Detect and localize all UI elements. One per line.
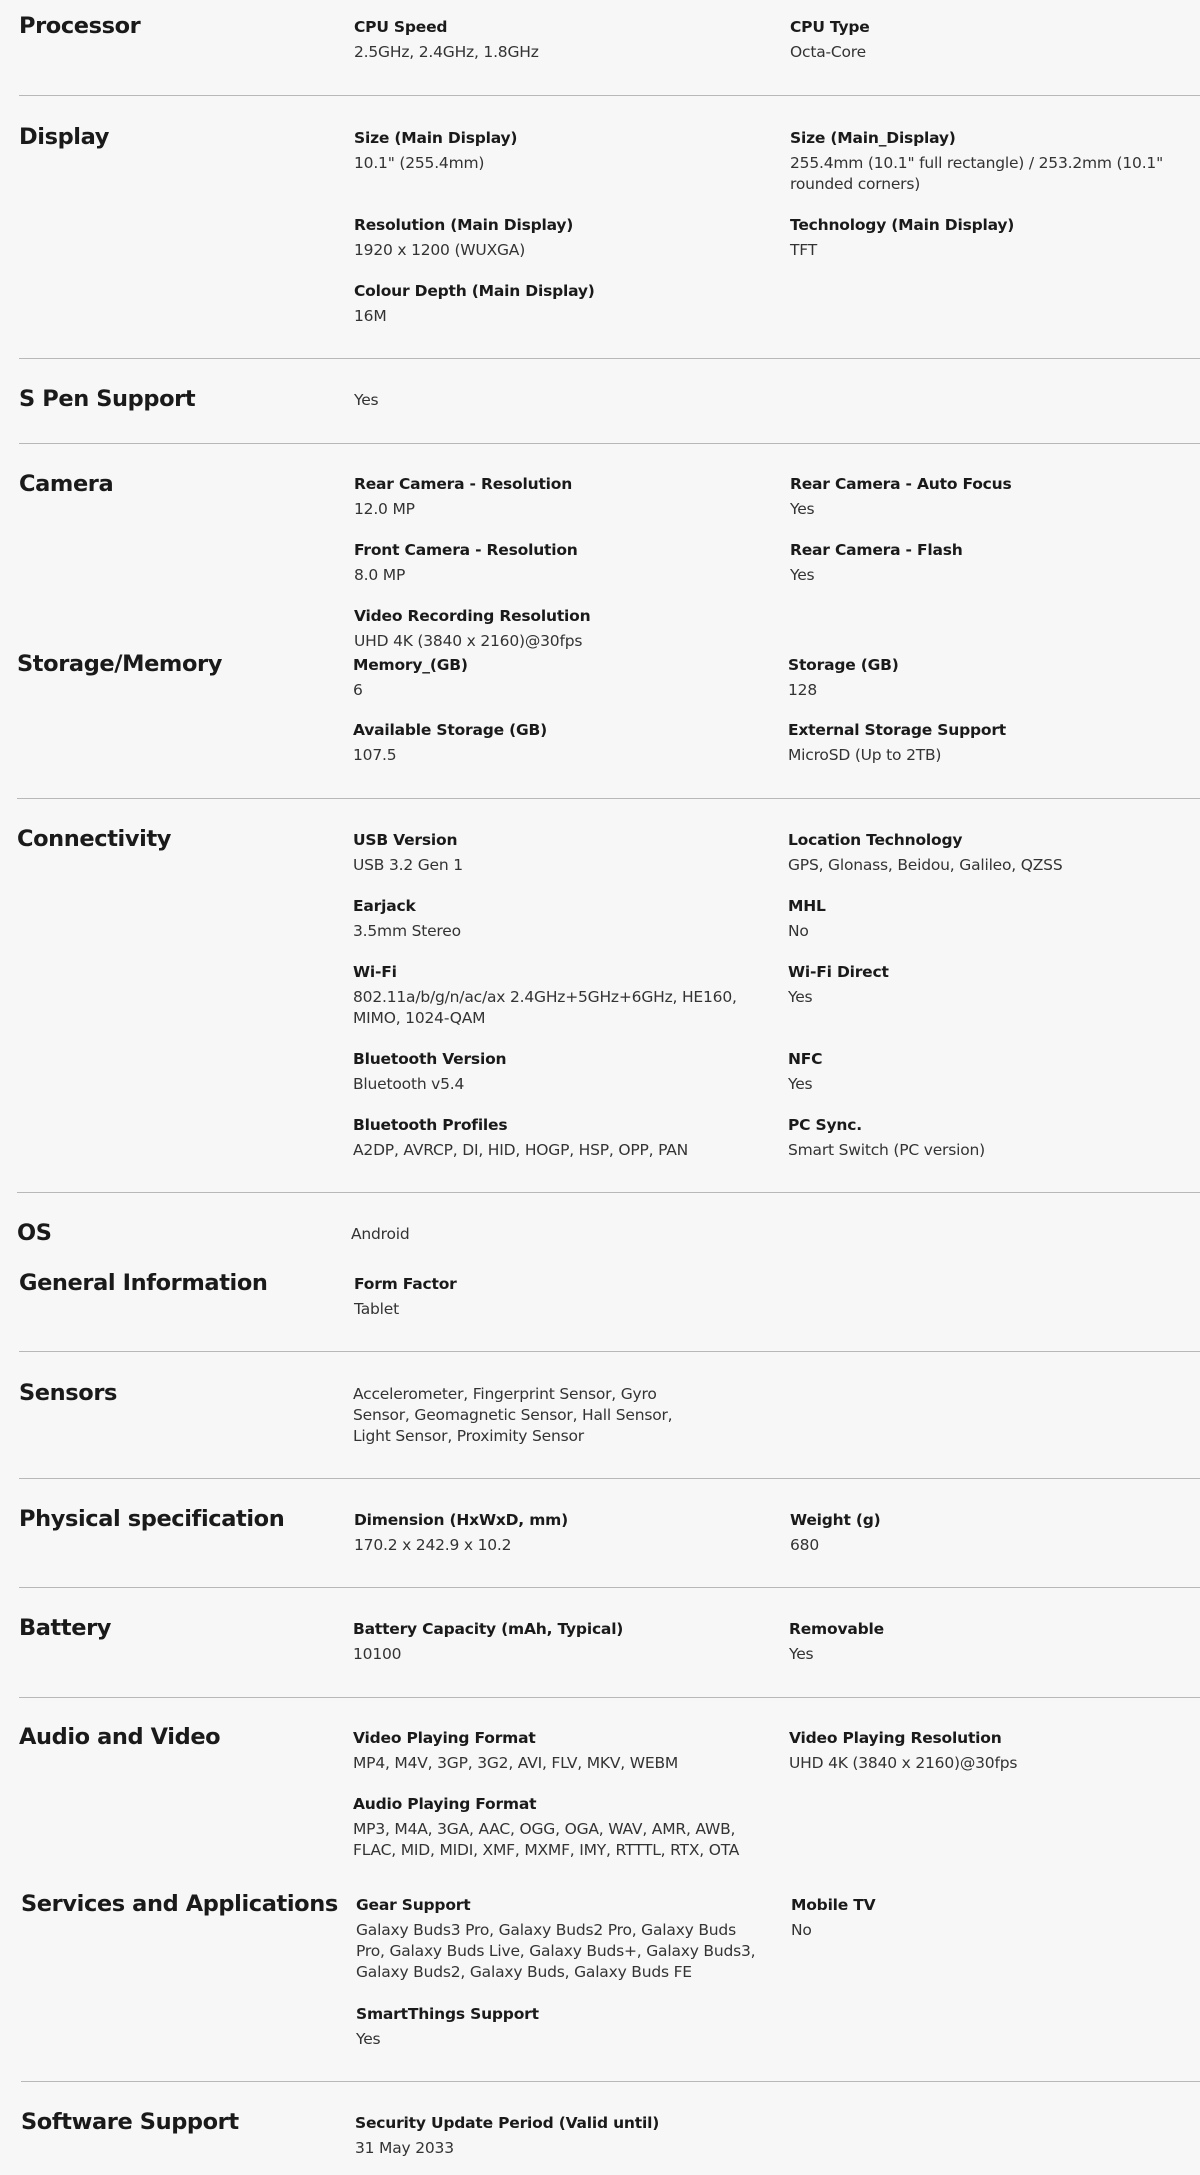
section-divider bbox=[19, 1478, 1200, 1479]
section-divider bbox=[17, 1192, 1200, 1193]
spec-label: Mobile TV bbox=[791, 1896, 876, 1914]
spec-value: 10100 bbox=[353, 1645, 402, 1663]
spec-value: MicroSD (Up to 2TB) bbox=[788, 746, 942, 764]
spec-size-main-display-alt bbox=[790, 128, 1190, 195]
spec-rear-camera-autofocus bbox=[790, 474, 1190, 520]
spec-battery-capacity bbox=[353, 1619, 753, 1665]
spec-value: Yes bbox=[788, 1075, 813, 1093]
spec-storage bbox=[788, 655, 1188, 701]
spec-value: UHD 4K (3840 x 2160)@30fps bbox=[354, 632, 583, 650]
spec-label: Security Update Period (Valid until) bbox=[355, 2114, 660, 2132]
section-divider bbox=[19, 1697, 1200, 1698]
section-title-storage: Storage/Memory bbox=[17, 651, 222, 677]
section-title-general: General Information bbox=[19, 1270, 268, 1296]
spec-external-storage bbox=[788, 720, 1188, 766]
spec-value: Tablet bbox=[354, 1300, 399, 1318]
spec-cpu-type bbox=[790, 17, 1190, 63]
spec-earjack bbox=[353, 896, 753, 942]
spec-label: Video Playing Format bbox=[353, 1729, 536, 1747]
spec-value: Yes bbox=[790, 566, 815, 584]
section-title-services: Services and Applications bbox=[21, 1891, 338, 1917]
spec-value: Bluetooth v5.4 bbox=[353, 1075, 465, 1093]
spec-label: Video Playing Resolution bbox=[789, 1729, 1002, 1747]
spec-label: Colour Depth (Main Display) bbox=[354, 282, 595, 300]
spec-value: 8.0 MP bbox=[354, 566, 406, 584]
spec-value: 802.11a/b/g/n/ac/ax 2.4GHz+5GHz+6GHz, HE160, MIMO, 1024-QAM bbox=[353, 988, 737, 1027]
spec-video-recording-resolution bbox=[354, 606, 754, 652]
section-title-battery: Battery bbox=[19, 1615, 112, 1641]
spec-value: 6 bbox=[353, 681, 363, 699]
section-divider bbox=[19, 95, 1200, 96]
spec-removable bbox=[789, 1619, 1189, 1665]
spec-label: USB Version bbox=[353, 831, 458, 849]
spec-label: Resolution (Main Display) bbox=[354, 216, 574, 234]
spec-value: 680 bbox=[790, 1536, 819, 1554]
spec-mhl bbox=[788, 896, 1188, 942]
spec-nfc bbox=[788, 1049, 1188, 1095]
spec-form-factor bbox=[354, 1274, 754, 1320]
spec-label: Location Technology bbox=[788, 831, 963, 849]
spec-smartthings-support bbox=[356, 2004, 756, 2050]
spec-value: GPS, Glonass, Beidou, Galileo, QZSS bbox=[788, 856, 1063, 874]
section-title-physical: Physical specification bbox=[19, 1506, 285, 1532]
spec-value: Octa-Core bbox=[790, 43, 866, 61]
spec-value: Smart Switch (PC version) bbox=[788, 1141, 985, 1159]
spec-label: Memory_(GB) bbox=[353, 656, 468, 674]
spec-usb-version bbox=[353, 830, 753, 876]
spec-label: Wi-Fi Direct bbox=[788, 963, 889, 981]
spec-value: 255.4mm (10.1" full rectangle) / 253.2mm (10.1" rounded corners) bbox=[790, 154, 1164, 193]
spec-colour-depth bbox=[354, 281, 754, 327]
spec-value: 16M bbox=[354, 307, 387, 325]
section-divider bbox=[19, 1351, 1200, 1352]
spec-value: 3.5mm Stereo bbox=[353, 922, 461, 940]
spec-pc-sync bbox=[788, 1115, 1188, 1161]
spec-security-update-period bbox=[355, 2113, 755, 2159]
spec-label: Available Storage (GB) bbox=[353, 721, 548, 739]
spec-value: Yes bbox=[788, 988, 813, 1006]
spec-video-playing-format bbox=[353, 1728, 753, 1774]
spec-label: Removable bbox=[789, 1620, 884, 1638]
spec-label: CPU Type bbox=[790, 18, 870, 36]
section-divider bbox=[21, 2081, 1200, 2082]
section-divider bbox=[19, 358, 1200, 359]
spec-label: Storage (GB) bbox=[788, 656, 899, 674]
spec-value: 2.5GHz, 2.4GHz, 1.8GHz bbox=[354, 43, 539, 61]
spec-label: Earjack bbox=[353, 897, 416, 915]
spec-value: No bbox=[791, 1921, 812, 1939]
spec-label: NFC bbox=[788, 1050, 823, 1068]
spec-label: Bluetooth Version bbox=[353, 1050, 507, 1068]
section-title-connectivity: Connectivity bbox=[17, 826, 172, 852]
spec-value: USB 3.2 Gen 1 bbox=[353, 856, 463, 874]
spec-bluetooth-version bbox=[353, 1049, 753, 1095]
spec-value: A2DP, AVRCP, DI, HID, HOGP, HSP, OPP, PAN bbox=[353, 1141, 689, 1159]
spec-available-storage bbox=[353, 720, 753, 766]
spec-value: 128 bbox=[788, 681, 817, 699]
spec-value: 12.0 MP bbox=[354, 500, 415, 518]
spec-label: Video Recording Resolution bbox=[354, 607, 591, 625]
section-title-display: Display bbox=[19, 124, 109, 150]
spec-label: Rear Camera - Auto Focus bbox=[790, 475, 1012, 493]
section-title-sensors: Sensors bbox=[19, 1380, 118, 1406]
spec-dimension bbox=[354, 1510, 754, 1556]
spec-front-camera-resolution bbox=[354, 540, 754, 586]
spec-audio-playing-format bbox=[353, 1794, 753, 1861]
spec-size-main-display bbox=[354, 128, 754, 174]
spec-video-playing-resolution bbox=[789, 1728, 1189, 1774]
spec-label: SmartThings Support bbox=[356, 2005, 539, 2023]
spec-bluetooth-profiles bbox=[353, 1115, 753, 1161]
spec-label: Size (Main_Display) bbox=[790, 129, 956, 147]
section-divider bbox=[19, 443, 1200, 444]
spec-value: 10.1" (255.4mm) bbox=[354, 154, 485, 172]
section-title-camera: Camera bbox=[19, 471, 114, 497]
spec-value: UHD 4K (3840 x 2160)@30fps bbox=[789, 1754, 1018, 1772]
section-title-audio-video: Audio and Video bbox=[19, 1724, 221, 1750]
spec-label: Dimension (HxWxD, mm) bbox=[354, 1511, 568, 1529]
section-divider bbox=[17, 798, 1200, 799]
spec-label: Bluetooth Profiles bbox=[353, 1116, 508, 1134]
sensors-value: Accelerometer, Fingerprint Sensor, Gyro Sensor, Geomagnetic Sensor, Hall Sensor, Light Sensor, Proximity Sensor bbox=[353, 1385, 673, 1445]
section-divider bbox=[19, 1587, 1200, 1588]
spec-label: CPU Speed bbox=[354, 18, 448, 36]
spec-value: 107.5 bbox=[353, 746, 397, 764]
spec-label: Weight (g) bbox=[790, 1511, 881, 1529]
spec-value: 1920 x 1200 (WUXGA) bbox=[354, 241, 526, 259]
spec-value: TFT bbox=[790, 241, 817, 259]
spec-label: Technology (Main Display) bbox=[790, 216, 1015, 234]
spen-support-value: Yes bbox=[354, 391, 379, 409]
spec-label: Battery Capacity (mAh, Typical) bbox=[353, 1620, 624, 1638]
spec-label: Rear Camera - Flash bbox=[790, 541, 963, 559]
section-title-software: Software Support bbox=[21, 2109, 239, 2135]
spec-cpu-speed bbox=[354, 17, 754, 63]
spec-resolution-main-display bbox=[354, 215, 754, 261]
spec-value: MP4, M4V, 3GP, 3G2, AVI, FLV, MKV, WEBM bbox=[353, 1754, 679, 1772]
spec-value: 170.2 x 242.9 x 10.2 bbox=[354, 1536, 512, 1554]
spec-label: PC Sync. bbox=[788, 1116, 862, 1134]
spec-value: Galaxy Buds3 Pro, Galaxy Buds2 Pro, Galaxy Buds Pro, Galaxy Buds Live, Galaxy Buds+, Galaxy Buds3, Galaxy Buds2, Galaxy Buds, Galaxy Buds FE bbox=[356, 1921, 756, 1981]
spec-location-technology bbox=[788, 830, 1188, 876]
spec-label: Rear Camera - Resolution bbox=[354, 475, 573, 493]
spec-label: Audio Playing Format bbox=[353, 1795, 537, 1813]
section-title-processor: Processor bbox=[19, 13, 141, 39]
spec-rear-camera-resolution bbox=[354, 474, 754, 520]
spec-value: MP3, M4A, 3GA, AAC, OGG, OGA, WAV, AMR, AWB, FLAC, MID, MIDI, XMF, MXMF, IMY, RTTTL, RTX, OTA bbox=[353, 1820, 740, 1859]
spec-wifi-direct bbox=[788, 962, 1188, 1008]
section-title-os: OS bbox=[17, 1220, 52, 1246]
spec-weight bbox=[790, 1510, 1190, 1556]
spec-technology-main-display bbox=[790, 215, 1190, 261]
spec-label: Form Factor bbox=[354, 1275, 457, 1293]
spec-label: Size (Main Display) bbox=[354, 129, 518, 147]
spec-label: Gear Support bbox=[356, 1896, 471, 1914]
spec-gear-support bbox=[356, 1895, 756, 1983]
spec-value: Yes bbox=[356, 2030, 381, 2048]
spec-label: Wi-Fi bbox=[353, 963, 397, 981]
spec-rear-camera-flash bbox=[790, 540, 1190, 586]
spec-label: Front Camera - Resolution bbox=[354, 541, 578, 559]
spec-memory bbox=[353, 655, 753, 701]
spec-value: No bbox=[788, 922, 809, 940]
os-value: Android bbox=[351, 1225, 410, 1243]
section-title-spen: S Pen Support bbox=[19, 386, 196, 412]
spec-value: 31 May 2033 bbox=[355, 2139, 454, 2157]
spec-mobile-tv bbox=[791, 1895, 1191, 1941]
spec-value: Yes bbox=[789, 1645, 814, 1663]
spec-label: MHL bbox=[788, 897, 826, 915]
spec-value: Yes bbox=[790, 500, 815, 518]
spec-label: External Storage Support bbox=[788, 721, 1006, 739]
spec-wifi bbox=[353, 962, 753, 1029]
